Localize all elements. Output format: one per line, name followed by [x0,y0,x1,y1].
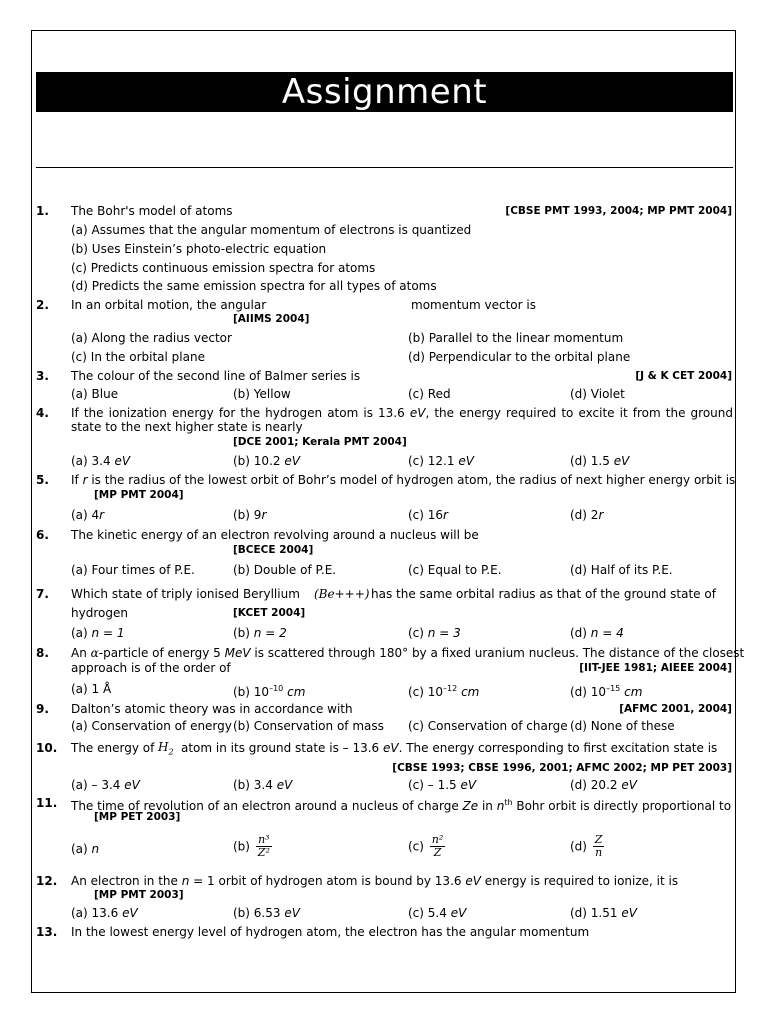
option: (a) Assumes that the angular momentum of electrons is quantized [71,223,472,237]
option: (d) n = 4 [570,626,624,640]
exam-reference: [J & K CET 2004] [635,370,732,382]
option: (c) $\frac{\text{n²}}{Z}$ [408,833,444,859]
option: (a) 4r [71,508,105,522]
option: (d) $\frac{Z}{n}$ [570,833,603,859]
h2-formula: $H_2$ [158,740,174,757]
option: (d) $10^{-15}$ cm [570,684,643,699]
question-number: 2. [36,298,49,312]
option: (d) 2r [570,508,604,522]
question-text: An α-particle of energy 5 MeV is scattered through 180° by a fixed uranium nucleus. The distance of the closest [71,646,745,660]
page-border [31,30,736,993]
option: (b) Double of P.E. [233,563,337,577]
exam-reference: [MP PMT 2003] [94,889,184,901]
option: (a) n [71,842,100,856]
question-number: 3. [36,369,49,383]
question-text: approach is of the order of [71,661,231,675]
question-text: hydrogen [71,606,128,620]
option: (c) Equal to P.E. [408,563,502,577]
option: (c) In the orbital plane [71,350,205,364]
question-number: 4. [36,406,49,420]
option: (c) Red [408,387,451,401]
option: (d) None of these [570,719,675,733]
question-text: The kinetic energy of an electron revolving around a nucleus will be [71,528,479,542]
question-text: atom in its ground state is – 13.6 eV. The energy corresponding to first excitation state is [181,741,718,755]
exam-reference: [MP PMT 2004] [94,489,184,501]
question-text: If the ionization energy for the hydrogen atom is 13.6 eV, the energy required to excite it from the ground state to the next higher state is nearly [71,406,733,434]
exam-reference: [DCE 2001; Kerala PMT 2004] [233,436,407,448]
question-text: In the lowest energy level of hydrogen atom, the electron has the angular momentum [71,925,590,939]
exam-reference: [CBSE 1993; CBSE 1996, 2001; AFMC 2002; MP PET 2003] [392,762,732,774]
question-number: 11. [36,796,58,810]
option: (d) 1.51 eV [570,906,637,920]
question-number: 10. [36,741,58,755]
question-number: 7. [36,587,49,601]
exam-reference: [BCECE 2004] [233,544,314,556]
option: (a) Blue [71,387,119,401]
option: (a) 3.4 eV [71,454,131,468]
question-text: An electron in the n = 1 orbit of hydrogen atom is bound by 13.6 eV energy is required to ionize, it is [71,874,679,888]
exam-reference: [MP PET 2003] [94,811,181,823]
option: (b) $10^{-10}$ cm [233,684,306,699]
question-text: The time of revolution of an electron around a nucleus of charge Ze in $n^{th}$ Bohr orbit is directly proportional to [71,798,732,813]
exam-reference: [AFMC 2001, 2004] [619,703,732,715]
question-text: The Bohr's model of atoms [71,204,233,218]
option: (c) – 1.5 eV [408,778,477,792]
option: (c) 5.4 eV [408,906,467,920]
question-number: 1. [36,204,49,218]
option: (b) n = 2 [233,626,287,640]
exam-reference: [AIIMS 2004] [233,313,310,325]
question-text: If r is the radius of the lowest orbit of Bohr’s model of hydrogen atom, the radius of next higher energy orbit is [71,473,736,487]
question-text: Dalton’s atomic theory was in accordance with [71,702,353,716]
option: (d) 20.2 eV [570,778,637,792]
divider [36,167,733,168]
option: (b) Parallel to the linear momentum [408,331,624,345]
question-text: Which state of triply ionised Beryllium [71,587,300,601]
exam-reference: [CBSE PMT 1993, 2004; MP PMT 2004] [505,205,732,217]
option: (c) 16r [408,508,448,522]
question-text: In an orbital motion, the angular [71,298,267,312]
option: (b) 10.2 eV [233,454,300,468]
option: (a) Conservation of energy [71,719,232,733]
option: (d) Violet [570,387,625,401]
exam-reference: [KCET 2004] [233,607,306,619]
option: (b) Conservation of mass [233,719,384,733]
option: (d) Perpendicular to the orbital plane [408,350,631,364]
exam-reference: [IIT-JEE 1981; AIEEE 2004] [579,662,732,674]
question-text: The colour of the second line of Balmer series is [71,369,361,383]
option: (d) 1.5 eV [570,454,630,468]
option: (b) Yellow [233,387,291,401]
option: (a) – 3.4 eV [71,778,140,792]
option: (a) Along the radius vector [71,331,232,345]
option: (a) Four times of P.E. [71,563,195,577]
option: (c) Predicts continuous emission spectra for atoms [71,261,376,275]
option: (a) 1 Å [71,682,112,696]
option: (b) $\frac{\text{n³}}{\text{Z²}}$ [233,833,270,859]
option: (c) 12.1 eV [408,454,474,468]
question-number: 12. [36,874,58,888]
page-title: Assignment [36,72,733,112]
option: (b) 6.53 eV [233,906,300,920]
beryllium-formula: (Be+++) [314,587,370,601]
question-text: has the same orbital radius as that of the ground state of [371,587,716,601]
question-text: momentum vector is [411,298,536,312]
question-number: 8. [36,646,49,660]
question-number: 6. [36,528,49,542]
option: (c) n = 3 [408,626,461,640]
option: (b) Uses Einstein’s photo-electric equation [71,242,327,256]
option: (b) 9r [233,508,267,522]
option: (a) 13.6 eV [71,906,138,920]
option: (d) Predicts the same emission spectra for all types of atoms [71,279,437,293]
option: (d) Half of its P.E. [570,563,673,577]
option: (c) $10^{-12}$ cm [408,684,480,699]
option: (c) Conservation of charge [408,719,568,733]
question-number: 13. [36,925,58,939]
option: (a) n = 1 [71,626,125,640]
option: (b) 3.4 eV [233,778,293,792]
question-text: The energy of [71,741,155,755]
question-number: 5. [36,473,49,487]
question-number: 9. [36,702,49,716]
